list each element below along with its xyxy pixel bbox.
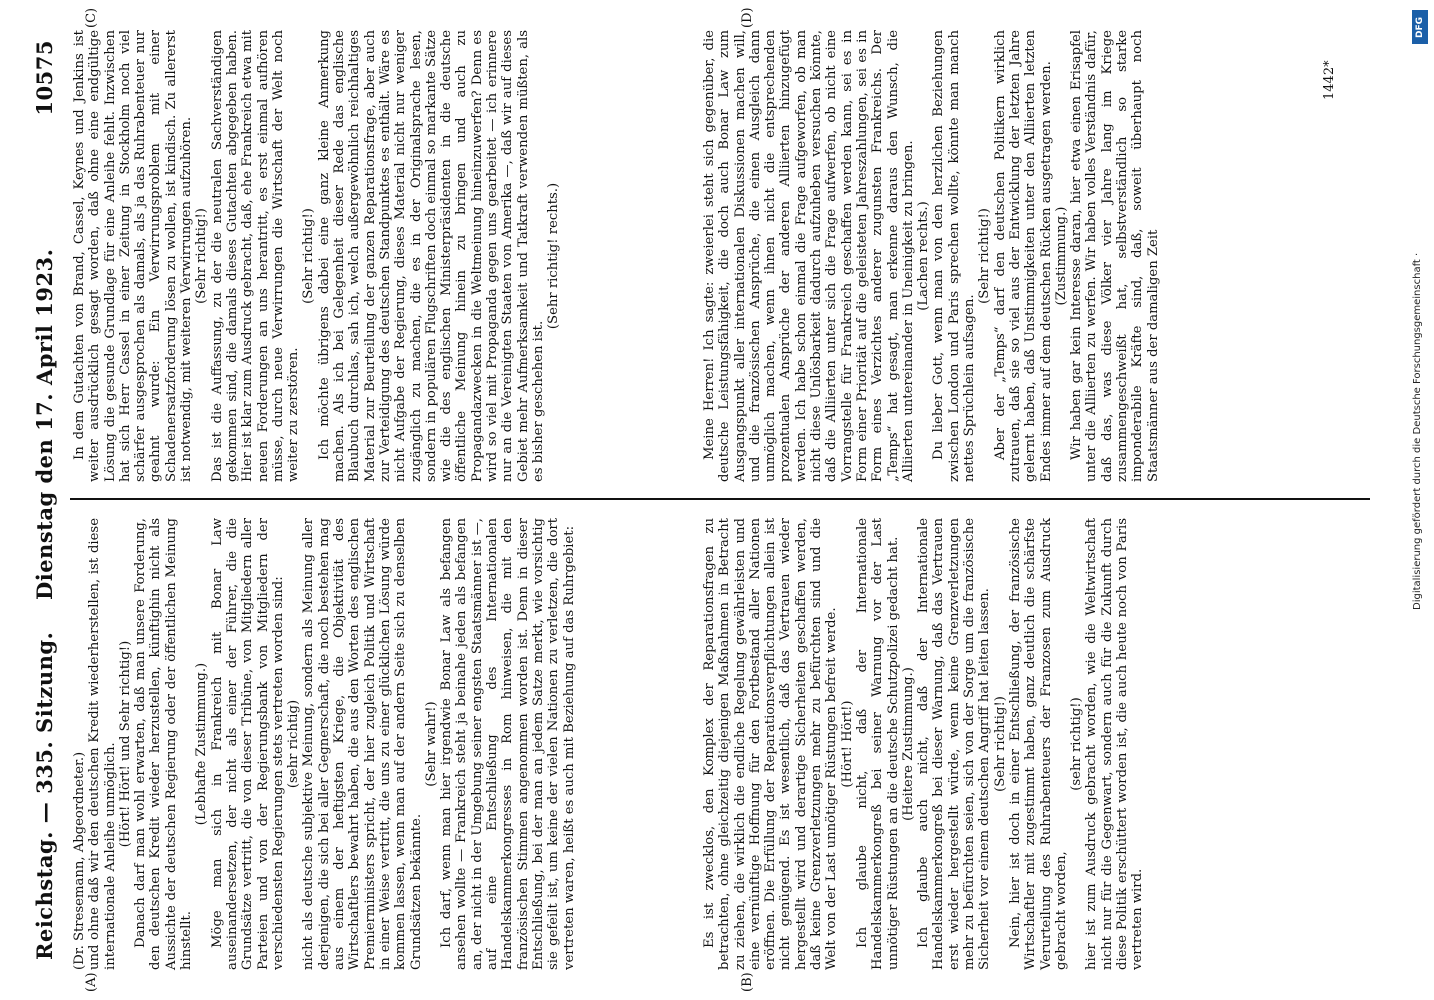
interjection: (Sehr richtig! rechts.) bbox=[546, 182, 562, 330]
paragraph: Du lieber Gott, wenn man von den herzlichen Beziehungen zwischen London und Paris sprechen wollte, könnte man manch nettes Sprüchlein aufsagen. bbox=[931, 30, 978, 482]
digitization-credit: Digitalisierung gefördert durch die Deutsche Forschungsgemeinschaft · bbox=[1412, 252, 1423, 610]
paragraph: Ich glaube nicht, daß der Internationale Handelskammerkongreß bei seiner Warnung vor der Last unnötiger Rüstungen an die deutsche Schutzpolizei gedacht hat. bbox=[854, 518, 901, 970]
interjection: (Zustimmung.) bbox=[1053, 206, 1069, 306]
paragraph: und ohne daß wir den deutschen Kredit wiederherstellen, ist diese internationale Anleihe unmöglich. bbox=[87, 518, 118, 970]
dfg-logo: DFG bbox=[1412, 10, 1428, 44]
header-date: Dienstag den 17. April 1923. bbox=[32, 248, 57, 600]
speaker-line: (Dr. Stresemann, Abgeordneter.) bbox=[72, 751, 87, 970]
interjection: (Hört! Hört!) bbox=[839, 700, 855, 788]
column-left-lower bbox=[702, 518, 1322, 970]
digitization-sidebar bbox=[1410, 10, 1432, 990]
column-right bbox=[72, 30, 702, 482]
header-left: Reichstag. — 335. Sitzung. bbox=[32, 631, 57, 960]
page-header bbox=[24, 40, 64, 960]
quote-paragraph: Es ist zwecklos, den Komplex der Reparationsfragen zu betrachten, ohne gleichzeitig diejenigen Maßnahmen in Betracht zu ziehen, die wirklich die endliche Regelung gewährleisten und eine vernünftige Hoffnung für den Fortbestand aller Nationen eröffnen. Die Erfüllung der Reparationsverpflichtungen allein ist nicht genügend. Es ist wesentlich, daß das Vertrauen wieder hergestellt wird und derartige Sicherheiten geschaffen werden, daß keine Grenzverletzungen mehr zu befürchten sind und die Welt von der Last unnötiger Rüstungen befreit werde. bbox=[702, 518, 840, 970]
interjection: (Heitere Zustimmung.) bbox=[900, 667, 916, 821]
interjection: (sehr richtig) bbox=[286, 699, 302, 789]
interjection: (Sehr richtig!) bbox=[992, 696, 1008, 792]
footnote-number: 1442* bbox=[1322, 60, 1337, 100]
column-divider bbox=[70, 498, 1370, 500]
paragraph: Ich darf, wenn man hier irgendwie Bonar Law als befangen ansehen wollte — Frankreich steht ja beinahe jeden als befangen an, der nicht in der Umgebung seiner engsten Staatsmänner ist —, auf eine Entschließung des Internationalen Handelskammerkongresses in Rom hinweisen, die mit den französischen Stimmen angenommen worden ist. Denn in dieser Entschließung, bei der man an jedem Satze merkt, wie vorsichtig sie gefeilt ist, um keine der vielen Nationen zu verletzen, die dort vertreten waren, heißt es auch mit Beziehung auf das Ruhrgebiet: bbox=[439, 518, 577, 970]
paragraph: Ich möchte übrigens dabei eine ganz kleine Anmerkung machen. Als ich bei Gelegenheit dieser Rede das englische Blaubuch durchlas, sah ich, welch außergewöhnlich reichhaltiges Material zur Beurteilung der ganzen Reparationsfrage, aber auch zur Verteidigung des deutschen Standpunktes es enthält. Wäre es nicht Aufgabe der Regierung, dieses Material nicht nur weniger zugänglich zu machen, die es in der Originalsprache lesen, sondern in populären Flugschriften doch einmal so markante Sätze wie die des englischen Ministerpräsidenten in die deutsche öffentliche Meinung hinein zu bringen und auch zu Propagandazwecken in die Weltmeinung hineinzuwerfen? Denn es wird so viel mit Propaganda gegen uns gearbeitet — ich erinnere nur an die Vereinigten Staaten von Amerika —, daß wir auf dieses Gebiet mehr Aufmerksamkeit und Tatkraft verwenden müßten, als es bisher geschehen ist. bbox=[316, 30, 546, 482]
paragraph: Ich glaube auch nicht, daß der Internationale Handelskammerkongreß bei dieser Warnung, daß das Vertrauen erst wieder hergestellt würde, wenn keine Grenzverletzungen mehr zu befürchten seien, sich von der Sorge um die französische Sicherheit vor einem deutschen Angriff hat leiten lassen. bbox=[916, 518, 993, 970]
margin-marker-d: (D) bbox=[740, 7, 755, 28]
column-left bbox=[72, 518, 702, 970]
paragraph: Meine Herren! Ich sagte: zweierlei steht sich gegenüber, die deutsche Leistungsfähigkeit, die doch auch Bonar Law zum Ausgangspunkt aller internationalen Diskussionen machen will, und die französischen Ansprüche, die einen Ausgleich dann unmöglich machen, wenn ihnen nicht die entsprechenden prozentualen Ansprüche der anderen Alliierten hinzugefügt werden. Ich habe schon einmal die Frage aufgeworfen, ob man nicht diese Unlösbarkeit dadurch aufzuheben versuchen könnte, daß die Alliierten unter sich die Frage aufwerfen, ob nicht eine Vorrangstelle für Frankreich geschaffen werden kann, sei es in Form einer Priorität auf die geleisteten Jahreszahlungen, sei es in Form eines Verzichtes anderer zugunsten Frankreichs. Der „Temps“ hat gesagt, man erkenne daraus den Wunsch, die Alliierten untereinander in Uneinigkeit zu bringen. bbox=[702, 30, 916, 482]
paragraph: hier ist zum Ausdruck gebracht worden, wie die Weltwirtschaft nicht nur für die Gegenwart, sondern auch für die Zukunft durch diese Politik erschüttert worden ist, die auch heute noch von Paris vertreten wird. bbox=[1084, 518, 1146, 970]
interjection: (Sehr richtig!) bbox=[194, 208, 210, 304]
interjection: (Lachen rechts.) bbox=[916, 201, 932, 311]
paragraph: In dem Gutachten von Brand, Cassel, Keynes und Jenkins ist weiter ausdrücklich gesagt worden, daß ohne eine endgültige Lösung die gesunde Grundlage für eine Anleihe fehlt. Inzwischen hat sich Herr Cassel in einer Zeitung in Stockholm noch viel schärfer ausgesprochen als damals, als ja das Ruhrabenteuer nur geahnt wurde: Ein Verwirrungsproblem mit einer Schadenersatzforderung lösen zu wollen, ist kindisch. Zu allererst ist notwendig, mit weiteren Verwirrungen aufzuhören. bbox=[72, 30, 195, 482]
interjection: (Hört! Hört! und Sehr richtig!) bbox=[117, 640, 133, 848]
margin-marker-a: (A) bbox=[84, 972, 99, 992]
paragraph: Das ist die Auffassung, zu der die neutralen Sachverständigen gekommen sind, die damals dieses Gutachten abgegeben haben. Hier ist klar zum Ausdruck gebracht, daß, ehe Frankreich etwa mit neuen Forderungen an uns herantritt, es erst einmal aufhören müsse, durch neue Verwirrungen die Wirtschaft der Welt noch weiter zu zerstören. bbox=[209, 30, 302, 482]
interjection: (Lebhafte Zustimmung.) bbox=[194, 662, 210, 826]
margin-marker-b: (B) bbox=[740, 972, 755, 992]
interjection: (Sehr richtig!) bbox=[301, 208, 317, 304]
interjection: (sehr richtig!) bbox=[1069, 697, 1085, 791]
paragraph: Nein, hier ist doch in einer Entschließung, der französische Wirtschaftler mit zugestimmt haben, ganz deutlich die schärfste Verurteilung des Ruhrabenteuers der Franzosen zum Ausdruck gebracht worden, bbox=[1007, 518, 1069, 970]
paragraph: Möge man sich in Frankreich mit Bonar Law auseinandersetzen, der nicht als einer der Führer, die die Grundsätze vertritt, die von dieser Tribüne, von Mitgliedern aller Parteien und von der Regierungsbank von Mitgliedern der verschiedensten Regierungen stets vertreten worden sind: bbox=[209, 518, 286, 970]
interjection: (Sehr wahr!) bbox=[423, 701, 439, 787]
page-number: 10575 bbox=[32, 40, 57, 116]
paragraph: Aber der „Temps“ darf den deutschen Politikern wirklich zutrauen, daß sie so viel aus der Entwicklung der letzten Jahre gelernt haben, daß Unstimmigkeiten unter den Alliierten letzten Endes immer auf dem deutschen Rücken ausgetragen werden. bbox=[992, 30, 1054, 482]
paragraph: Wir haben gar kein Interesse daran, hier etwa einen Erisapfel unter die Alliierten zu werfen. Wir haben volles Verständnis dafür, daß das, was diese Völker vier Jahre lang im Kriege zusammengeschweißt hat, selbstverständlich so starke imponderabile Kräfte sind, daß, soweit überhaupt noch Staatsmänner aus der damaligen Zeit bbox=[1069, 30, 1161, 482]
column-right-lower bbox=[702, 30, 1322, 482]
interjection: (Sehr richtig!) bbox=[977, 208, 993, 304]
paragraph: Danach darf man wohl erwarten, daß man unsere Forderung, den deutschen Kredit wieder herzustellen, künftighin nicht als Aussichte der deutschen Regierung oder der öffentlichen Meinung hinstellt. bbox=[133, 518, 195, 970]
margin-marker-c: (C) bbox=[84, 7, 99, 28]
paragraph: nicht als deutsche subjektive Meinung, sondern als Meinung aller derjenigen, die sich bei aller Gegnerschaft, die noch bestehen mag aus einem der heftigsten Kriege, die Objektivität des Wirtschaftlers bewahrt haben, die aus den Worten des englischen Premierministers spricht, der hier zugleich Politik und Wirtschaft in einer Weise vertritt, die uns zu einer glücklichen Lösung würde kommen lassen, wenn man auf der andern Seite sich zu denselben Grundsätzen bekännte. bbox=[301, 518, 424, 970]
